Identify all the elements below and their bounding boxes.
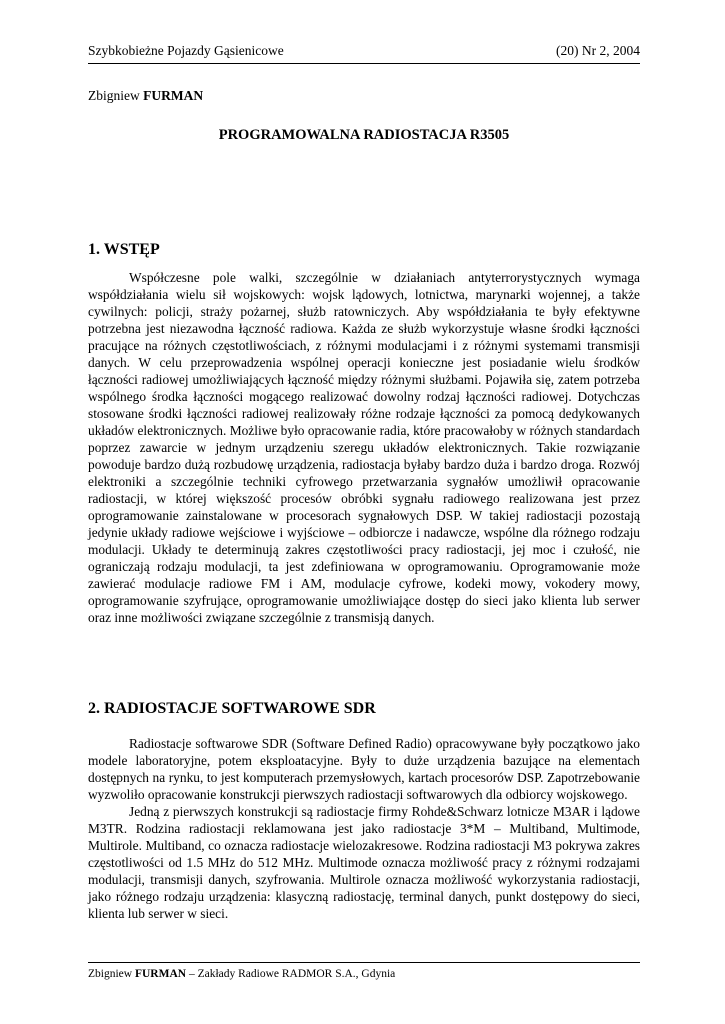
paper-title: PROGRAMOWALNA RADIOSTACJA R3505 bbox=[218, 127, 510, 143]
issue-number: (20) Nr 2, 2004 bbox=[556, 43, 640, 58]
footer-author-last: FURMAN bbox=[134, 968, 187, 980]
author-last-name: FURMAN bbox=[143, 88, 204, 103]
footer-divider bbox=[88, 962, 640, 963]
author-first-name: Zbigniew bbox=[88, 88, 140, 103]
section-body-sdr bbox=[88, 735, 640, 922]
footer-affiliation-text: – Zakłady Radiowe RADMOR S.A., Gdynia bbox=[186, 968, 396, 980]
section-heading-sdr: 2. RADIOSTACJE SOFTWAROWE SDR bbox=[88, 700, 376, 717]
header-divider bbox=[88, 63, 640, 64]
section-heading-intro: 1. WSTĘP bbox=[88, 241, 160, 258]
paragraph: Radiostacje softwarowe SDR (Software Defined Radio) opracowywane były początkowo jako modele laboratoryjne, potem eksploatacyjne. Były to duże urządzenia bazujące na elementach dostępnych na rynku, to jest komputerach przemysłowych, kartach procesorów DSP. Zapotrzebowanie wyzwoliło opracowanie konstrukcji pierwszych radiostacji softwarowych dla odbiorcy wojskowego. bbox=[88, 736, 640, 802]
footer-author-first: Zbigniew bbox=[88, 968, 133, 980]
journal-name: Szybkobieżne Pojazdy Gąsienicowe bbox=[88, 43, 284, 58]
running-header bbox=[88, 41, 640, 61]
section-body-intro bbox=[88, 269, 640, 626]
paragraph: Współczesne pole walki, szczególnie w działaniach antyterrorystycznych wymaga współdziałania wielu sił wojskowych: wojsk lądowych, lotnictwa, marynarki wojennej, a także cywilnych: policji, straży pożarnej, służb ratowniczych. Aby współdziałania te były efektywne potrzebna jest niezawodna łączność radiowa. Każda ze służb wykorzystuje własne środki łączności pracujące na różnych częstotliwościach, z różnymi modulacjami i z różnymi systemami transmisji danych. W celu przeprowadzenia wspólnej operacji konieczne jest posiadanie wielu środków łączności radiowej umożliwiających łączność między różnymi służbami. Pojawiła się, zatem potrzeba wspólnego środka łączności mogącego realizować dowolny rodzaj łączności radiowej. Dotychczas stosowane środki łączności radiowej realizowały różne rodzaje łączności za pomocą dedykowanych układów elektronicznych. Możliwe było opracowanie radia, które pracowałoby w różnych standardach poprzez zawarcie w jednym urządzeniu szeregu układów elektronicznych. Takie rozwiązanie powoduje bardzo dużą rozbudowę urządzenia, radiostacja byłaby bardzo duża i bardzo droga. Rozwój elektroniki a szczególnie techniki cyfrowego przetwarzania sygnałów umożliwił opracowanie radiostacji, w której większość procesów obróbki sygnału radiowego realizowana jest przez oprogramowanie zainstalowane w procesorach sygnałowych DSP. W takiej radiostacji pozostają jedynie układy radiowe wejściowe i wyjściowe – odbiorcze i nadawcze, wspólne dla różnego rodzaju modulacji. Układy te determinują zakres częstotliwości pracy radiostacji, jej moc i czułość, nie ograniczają rodzaju modulacji, ta jest zdefiniowana w oprogramowaniu. Oprogramowanie może zawierać modulacje radiowe FM i AM, modulacje cyfrowe, kodeki mowy, vokodery mowy, oprogramowanie szyfrujące, oprogramowanie umożliwiające dostęp do sieci jako klienta lub serwer oraz inne możliwości związane szczególnie z transmisją danych. bbox=[88, 270, 640, 625]
author-line bbox=[88, 86, 203, 106]
paragraph: Jedną z pierwszych konstrukcji są radiostacje firmy Rohde&Schwarz lotnicze M3AR i lądowe M3TR. Rodzina radiostacji reklamowana jest jako radiostacje 3*M – Multiband, Multimode, Multirole. Multiband, co oznacza radiostacje wielozakresowe. Rodzina radiostacji M3 pokrywa zakres częstotliwości od 1.5 MHz do 512 MHz. Multimode oznacza możliwość pracy z różnymi rodzajami modulacji, transmisji danych, szyfrowania. Multirole oznacza możliwość wykorzystania radiostacji, jako różnego rodzaju urządzenia: klasyczną radiostację, terminal danych, punkt dostępowy do sieci, klienta lub serwer w sieci. bbox=[88, 804, 640, 921]
footer-affiliation bbox=[88, 966, 395, 982]
